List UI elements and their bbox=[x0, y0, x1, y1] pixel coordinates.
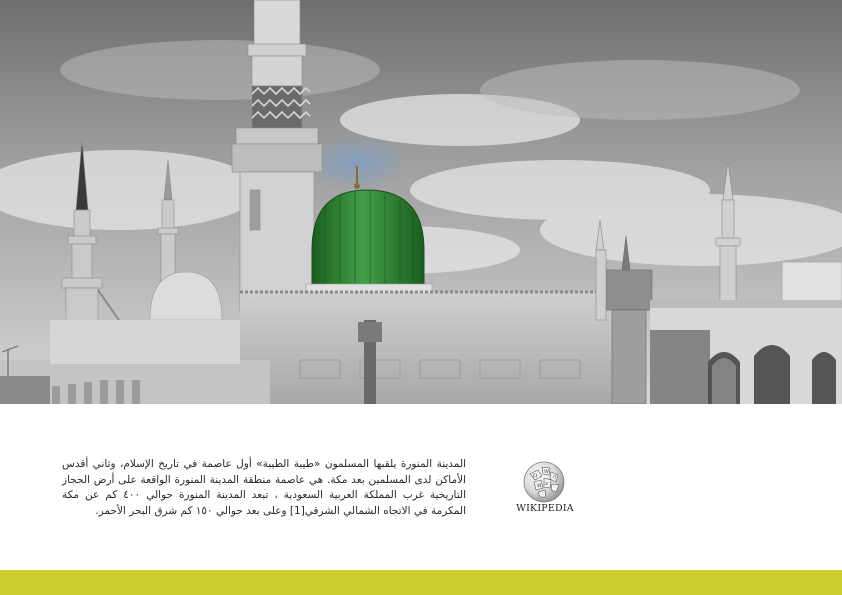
svg-text:Ω: Ω bbox=[533, 473, 538, 479]
wikipedia-wordmark: WIKIPEDIA bbox=[516, 503, 574, 514]
svg-text:ウ: ウ bbox=[552, 475, 558, 481]
svg-text:ש: ש bbox=[545, 481, 549, 487]
svg-text:W: W bbox=[544, 469, 550, 475]
footer-band bbox=[0, 570, 842, 595]
wikipedia-logo[interactable] bbox=[510, 458, 580, 520]
article-caption: المدينة المنورة يلقبها المسلمون «طيبة الطيبة» أول عاصمة في تاريخ الإسلام، وثاني أقدس الأماكن لدى المسلمين بعد مكة. هي عاصمة منطقة المدينة المنورة الواقعة على أرض الحجاز التاريخية غرب المملكة العربية السعودية ، تبعد المدينة المنورة حوالي ٤٠٠ كم عن مكة المكرمة في الاتجاه الشمالي الشرقي[1] وعلى بعد حوالي ١٥٠ كم شرق البحر الأحمر. bbox=[62, 458, 467, 517]
wikipedia-globe-icon bbox=[522, 460, 566, 504]
svg-text:И: И bbox=[537, 483, 542, 489]
